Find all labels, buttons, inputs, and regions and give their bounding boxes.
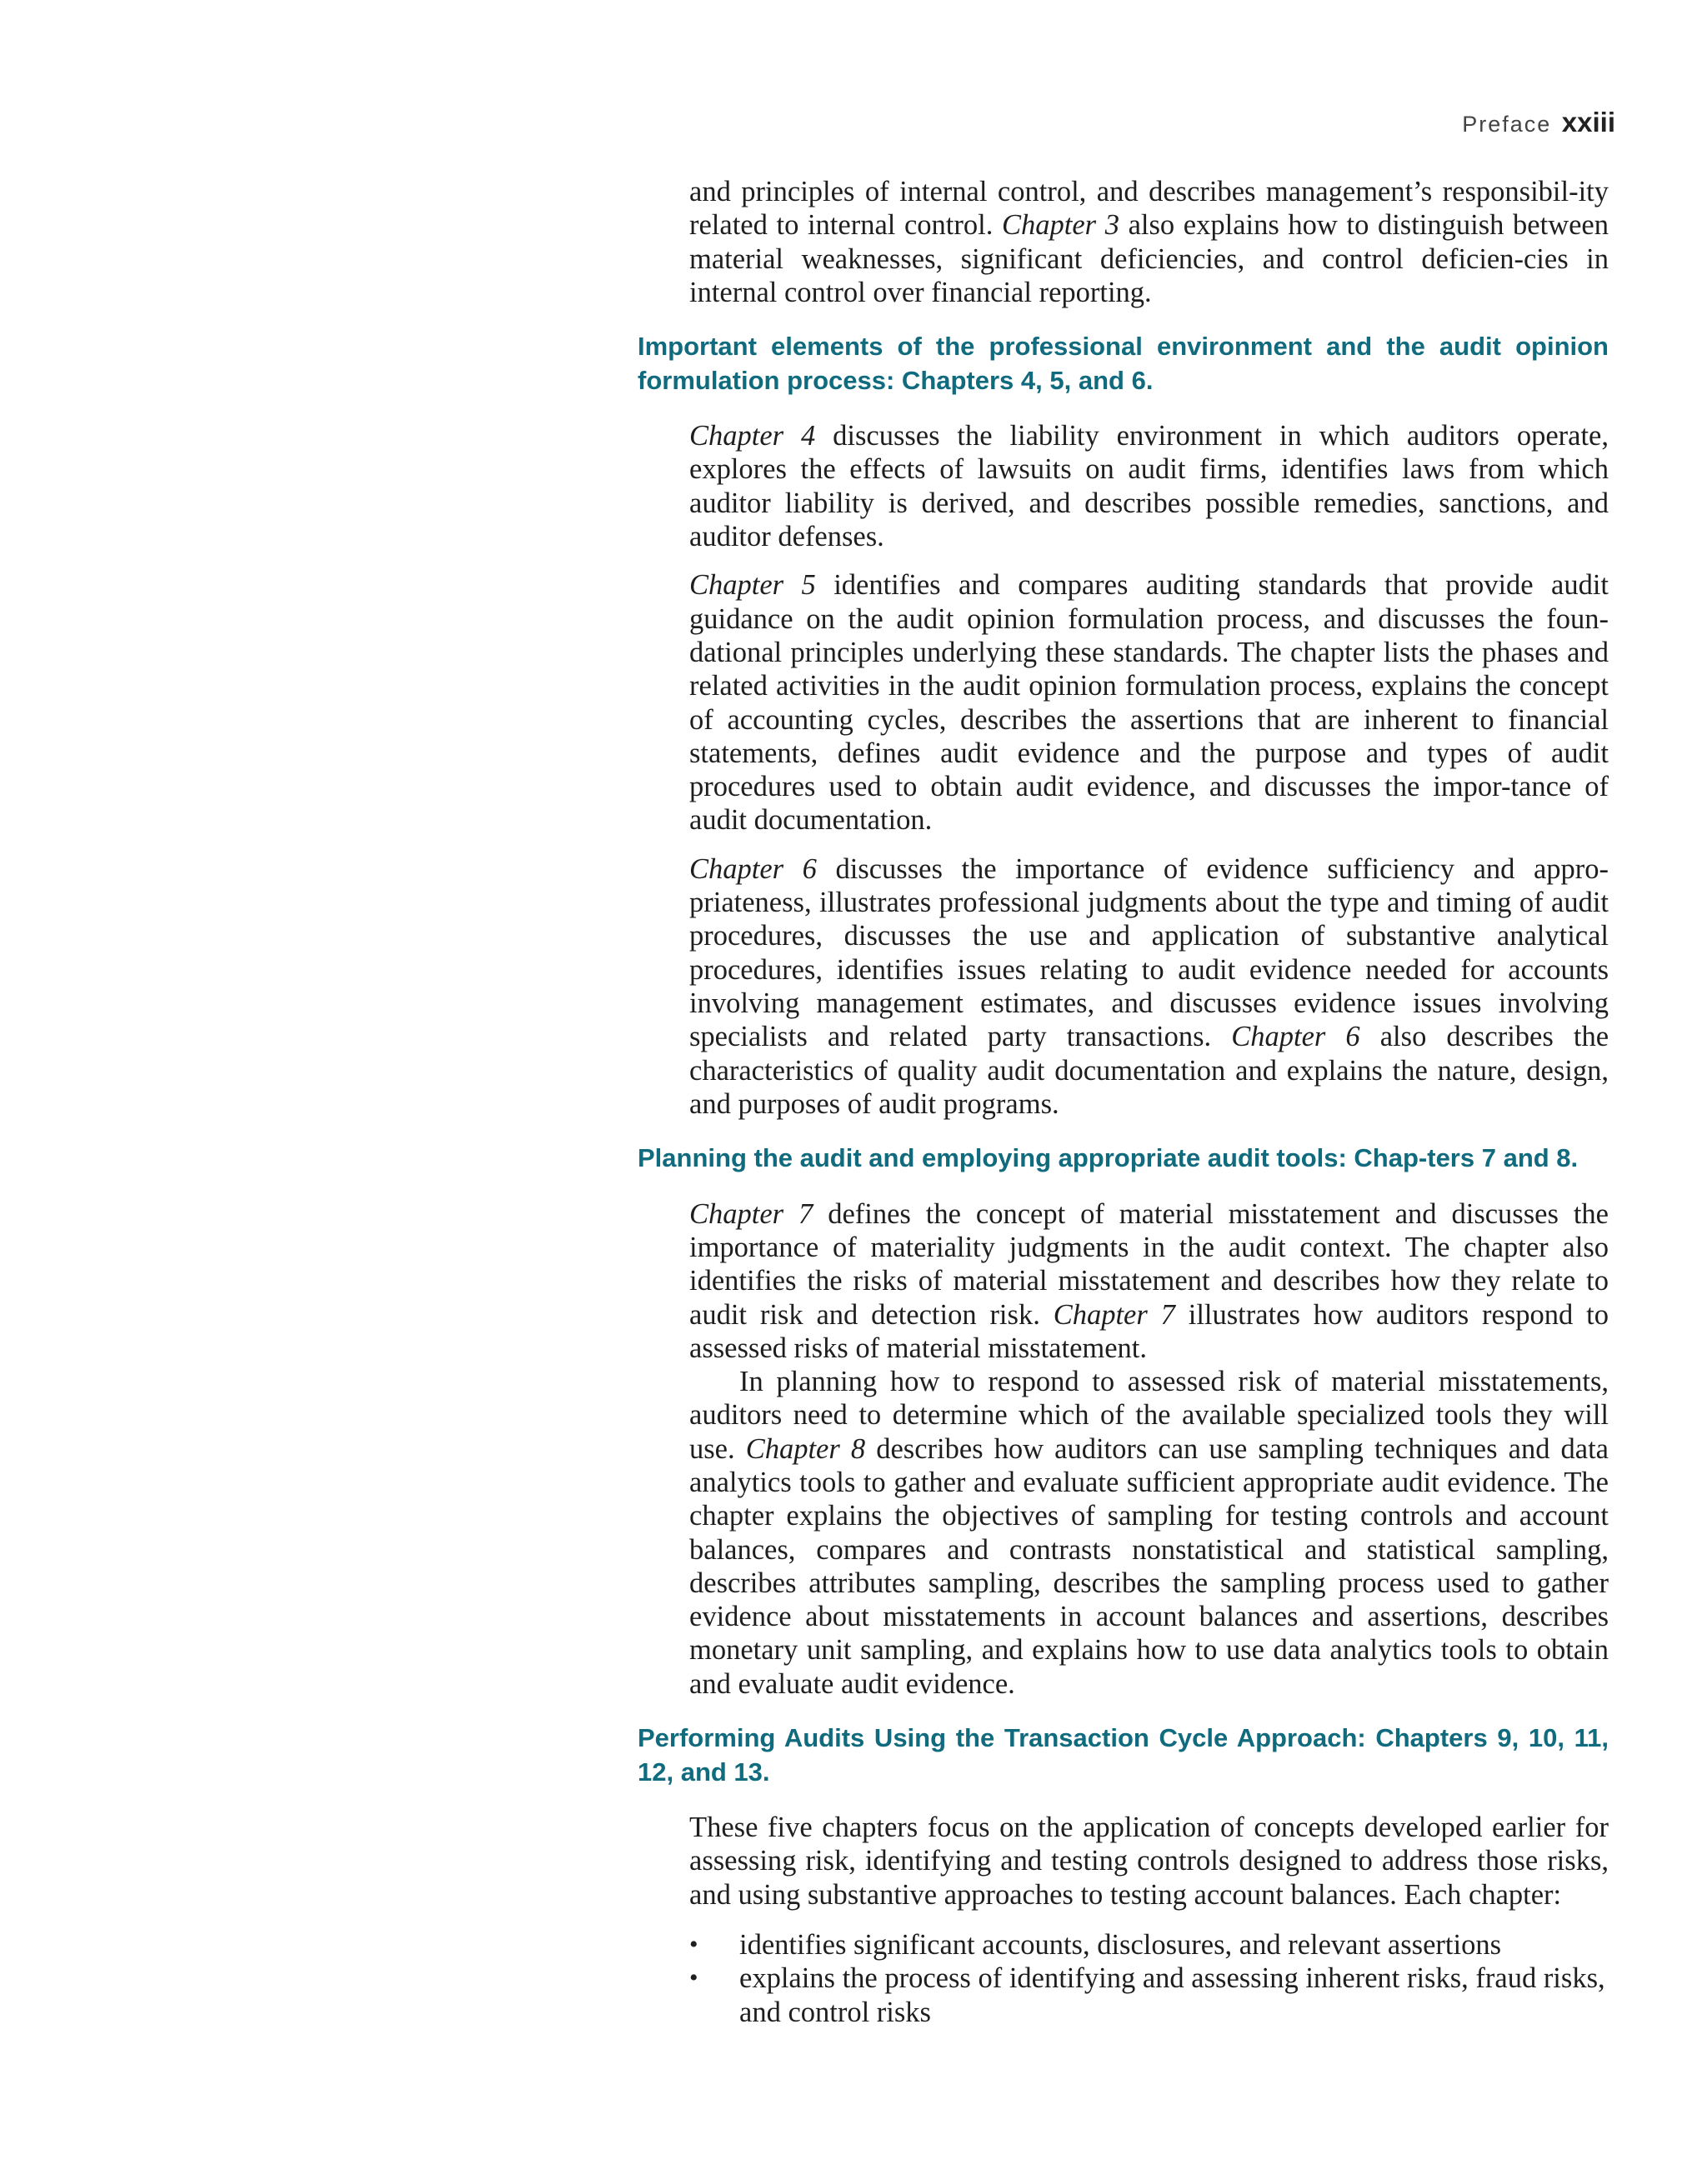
list-item bbox=[689, 1928, 1609, 1962]
text-run: discusses the importance of evidence sufficiency and appro-priateness, illustrates professional judgments about the type and timing of audit procedures, discusses the use and application of substantive analytical procedures, identifies issues relating to audit evidence needed for accounts involving management estimates, and discusses evidence issues involving specialists and related party transactions. bbox=[689, 852, 1609, 1053]
text-run: describes how auditors can use sampling techniques and data analytics tools to gather and evaluate sufficient appropriate audit evidence. The chapter explains the objectives of sampling for testing controls and account balances, compares and contrasts nonstatistical and statistical sampling, describes attributes sampling, describes the sampling process used to gather evidence about misstatements in account balances and assertions, describes monetary unit sampling, and explains how to use data analytics tools to obtain and evaluate audit evidence. bbox=[689, 1432, 1609, 1700]
chapter-7-paragraph bbox=[689, 1197, 1609, 1365]
bullet-glyph: • bbox=[689, 1930, 698, 1958]
chapter-reference: Chapter 7 bbox=[689, 1197, 813, 1230]
text-run: discusses the liability environment in which auditors operate, explores the effects of lawsuits on audit firms, identifies laws from which auditor liability is derived, and describes possible remedies, sanctions, and auditor defenses. bbox=[689, 420, 1609, 553]
chapter-reference: Chapter 8 bbox=[745, 1432, 866, 1465]
text-run: In planning how to respond to assessed risk of material misstatements, auditors need to determine which of the available specialized tools they will use. bbox=[689, 1366, 1609, 1465]
bullet-list bbox=[689, 1928, 1609, 2029]
text-run: also describes the characteristics of quality audit documentation and explains the nature, design, and purposes of audit programs. bbox=[689, 1021, 1609, 1120]
running-head-section: Preface bbox=[1462, 112, 1552, 137]
page-body bbox=[638, 175, 1609, 2029]
section-heading: Important elements of the professional environment and the audit opinion formulation process: Chapters 4, 5, and 6. bbox=[638, 332, 1609, 395]
bullet-glyph: • bbox=[689, 1964, 698, 1992]
section-heading: Performing Audits Using the Transaction Cycle Approach: Chapters 9, 10, 11, 12, and 13. bbox=[638, 1723, 1609, 1787]
list-item bbox=[689, 1962, 1609, 2029]
chapter-4-paragraph bbox=[689, 419, 1609, 553]
list-item-text: identifies significant accounts, disclosures, and relevant assertions bbox=[739, 1928, 1501, 1961]
text-run: and principles of internal control, and describes management’s responsibil-ity related to internal control. bbox=[689, 176, 1609, 242]
text-run: defines the concept of material misstatement and discusses the importance of materiality judgments in the audit context. The chapter also identifies the risks of material misstatement and describes how they relate to audit risk and detection risk. bbox=[689, 1197, 1609, 1331]
chapter-reference: Chapter 3 bbox=[1001, 209, 1119, 242]
intro-paragraph bbox=[689, 175, 1609, 309]
chapter-8-paragraph bbox=[689, 1365, 1609, 1701]
chapter-reference: Chapter 6 bbox=[1231, 1021, 1360, 1053]
running-head bbox=[1462, 107, 1615, 138]
text-run: identifies and compares auditing standards that provide audit guidance on the audit opinion formulation process, and discusses the foun-dational principles underlying these standards. The chapter lists the phases and related activities in the audit opinion formulation process, explains the concept of accounting cycles, describes the assertions that are inherent to financial statements, defines audit evidence and the purpose and types of audit procedures used to obtain audit evidence, and discusses the impor-tance of audit documentation. bbox=[689, 569, 1609, 837]
page-number: xxiii bbox=[1561, 107, 1615, 137]
chapter-reference: Chapter 5 bbox=[689, 569, 816, 602]
chapter-6-paragraph bbox=[689, 852, 1609, 1121]
text-run: also explains how to distinguish between material weaknesses, significant deficiencies, and control deficien-cies in internal control over financial reporting. bbox=[689, 209, 1609, 308]
chapter-reference: Chapter 4 bbox=[689, 420, 816, 452]
chapter-5-paragraph bbox=[689, 568, 1609, 837]
list-item-text: explains the process of identifying and assessing inherent risks, fraud risks, and control risks bbox=[739, 1962, 1605, 2028]
chapter-reference: Chapter 7 bbox=[1053, 1298, 1175, 1331]
text-run: illustrates how auditors respond to assessed risks of material misstatement. bbox=[689, 1298, 1609, 1364]
chapter-reference: Chapter 6 bbox=[689, 852, 817, 885]
section-heading: Planning the audit and employing appropriate audit tools: Chap-ters 7 and 8. bbox=[638, 1143, 1579, 1173]
transaction-cycle-paragraph: These five chapters focus on the application of concepts developed earlier for assessing risk, identifying and testing controls designed to address those risks, and using substantive approaches to testing account balances. Each chapter: bbox=[689, 1812, 1609, 1911]
